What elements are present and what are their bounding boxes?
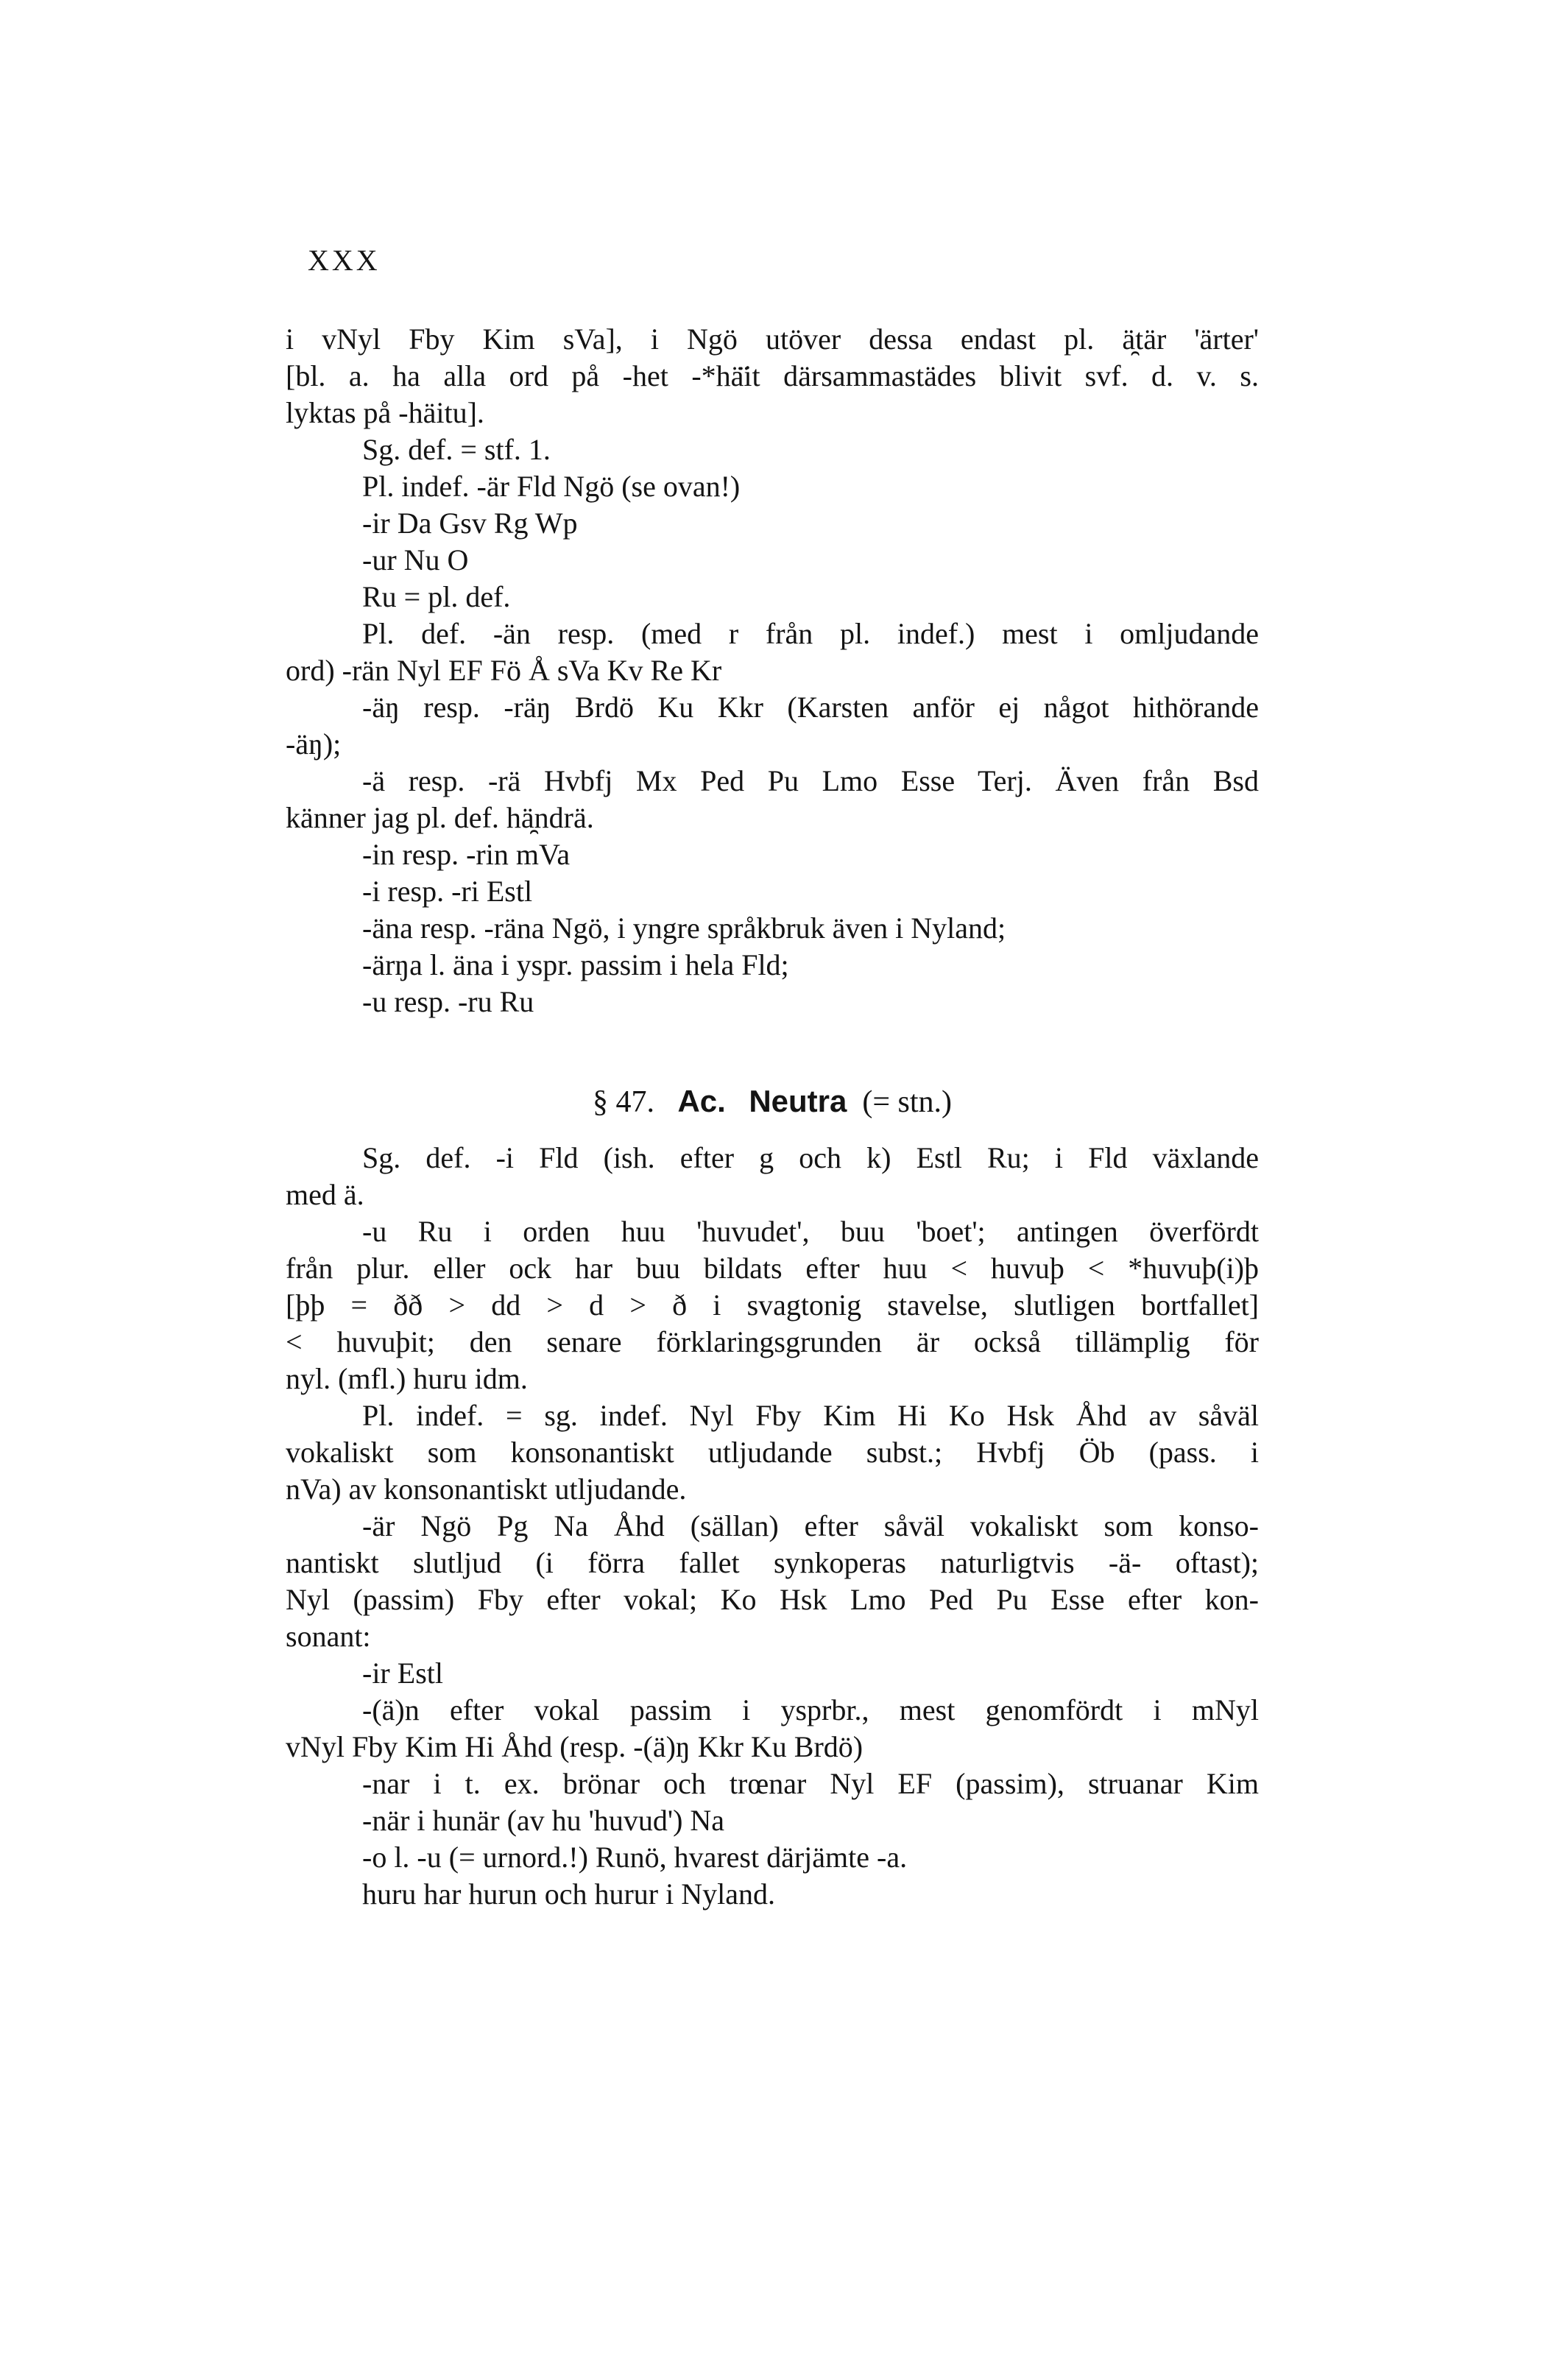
- text-line: nVa) av konsonantiskt utljudande.: [286, 1472, 687, 1506]
- text-line: [þþ = ðð > dd > d > ð i svagtonig stavelse, slutligen bortfallet]: [286, 1288, 1259, 1322]
- text-line: nantiskt slutljud (i förra fallet synkoperas naturligtvis -ä- oftast);: [286, 1546, 1259, 1579]
- text-line: -u resp. -ru Ru: [362, 985, 534, 1018]
- text-line: -ir Estl: [362, 1657, 443, 1690]
- text-line: huru har hurun och hurur i Nyland.: [362, 1877, 775, 1911]
- text-line: -(ä)n efter vokal passim i ysprbr., mest genomfördt i mNyl: [362, 1693, 1259, 1726]
- text-block-top: [286, 321, 1259, 1020]
- text-line: -äŋ);: [286, 727, 342, 761]
- text-line: -ärŋa l. äna i yspr. passim i hela Fld;: [362, 948, 789, 981]
- text-line: vNyl Fby Kim Hi Åhd (resp. -(ä)ŋ Kkr Ku Brdö): [286, 1730, 864, 1763]
- section-number: § 47.: [592, 1085, 654, 1119]
- text-line: med ä.: [286, 1178, 364, 1211]
- text-line: -in resp. -rin mVa: [362, 838, 571, 871]
- text-line: ord) -rän Nyl EF Fö Å sVa Kv Re Kr: [286, 654, 722, 687]
- section-note: (= stn.): [862, 1085, 953, 1119]
- text-block-bottom: [286, 1140, 1259, 1913]
- text-line: Pl. def. -än resp. (med r från pl. indef.) mest i omljudande: [362, 617, 1259, 650]
- text-line: i vNyl Fby Kim sVa], i Ngö utöver dessa endast pl. ä̯tär 'ärter': [286, 322, 1259, 356]
- text-line: -ä resp. -rä Hvbfj Mx Ped Pu Lmo Esse Terj. Även från Bsd: [362, 764, 1259, 797]
- text-line: [bl. a. ha alla ord på -het -*hä̈it därsammastädes blivit svf. d. v. s.: [286, 359, 1259, 392]
- text-line: -när i hunär (av hu 'huvud') Na: [362, 1804, 725, 1837]
- text-line: -o l. -u (= urnord.!) Runö, hvarest därjämte -a.: [362, 1841, 908, 1874]
- text-line: -ir Da Gsv Rg Wp: [362, 507, 578, 540]
- text-line: Nyl (passim) Fby efter vokal; Ko Hsk Lmo Ped Pu Esse efter kon-: [286, 1583, 1259, 1616]
- text-line: Sg. def. -i Fld (ish. efter g och k) Estl Ru; i Fld växlande: [362, 1141, 1259, 1174]
- text-line: -äŋ resp. -räŋ Brdö Ku Kkr (Karsten anför ej något hithörande: [362, 691, 1259, 724]
- text-line: -ur Nu O: [362, 543, 469, 576]
- text-line: -äna resp. -räna Ngö, i yngre språkbruk även i Nyland;: [362, 911, 1006, 945]
- text-line: Pl. indef. -är Fld Ngö (se ovan!): [362, 470, 741, 503]
- text-line: vokaliskt som konsonantiskt utljudande subst.; Hvbfj Öb (pass. i: [286, 1436, 1259, 1469]
- text-line: -i resp. -ri Estl: [362, 875, 533, 908]
- text-line: -nar i t. ex. brönar och trœnar Nyl EF (passim), struanar Kim: [362, 1767, 1259, 1800]
- section-heading: [286, 1084, 1259, 1120]
- text-line: känner jag pl. def. hä̯ndrä.: [286, 801, 594, 834]
- page-number: XXX: [308, 244, 381, 277]
- text-line: från plur. eller ock har buu bildats efter huu < huvuþ < *huvuþ(i)þ: [286, 1252, 1259, 1285]
- text-line: nyl. (mfl.) huru idm.: [286, 1362, 528, 1395]
- section-label: Ac.: [677, 1084, 726, 1118]
- text-line: sonant:: [286, 1620, 371, 1653]
- text-line: lyktas på -häitu].: [286, 396, 484, 429]
- section-title: Neutra: [749, 1084, 847, 1118]
- text-line: Pl. indef. = sg. indef. Nyl Fby Kim Hi Ko Hsk Åhd av såväl: [362, 1399, 1259, 1432]
- text-line: -är Ngö Pg Na Åhd (sällan) efter såväl vokaliskt som konso-: [362, 1509, 1259, 1542]
- text-line: Ru = pl. def.: [362, 580, 511, 613]
- text-line: -u Ru i orden huu 'huvudet', buu 'boet'; antingen överfördt: [362, 1215, 1259, 1248]
- text-line: < huvuþit; den senare förklaringsgrunden är också tillämplig för: [286, 1325, 1259, 1358]
- text-line: Sg. def. = stf. 1.: [362, 433, 551, 466]
